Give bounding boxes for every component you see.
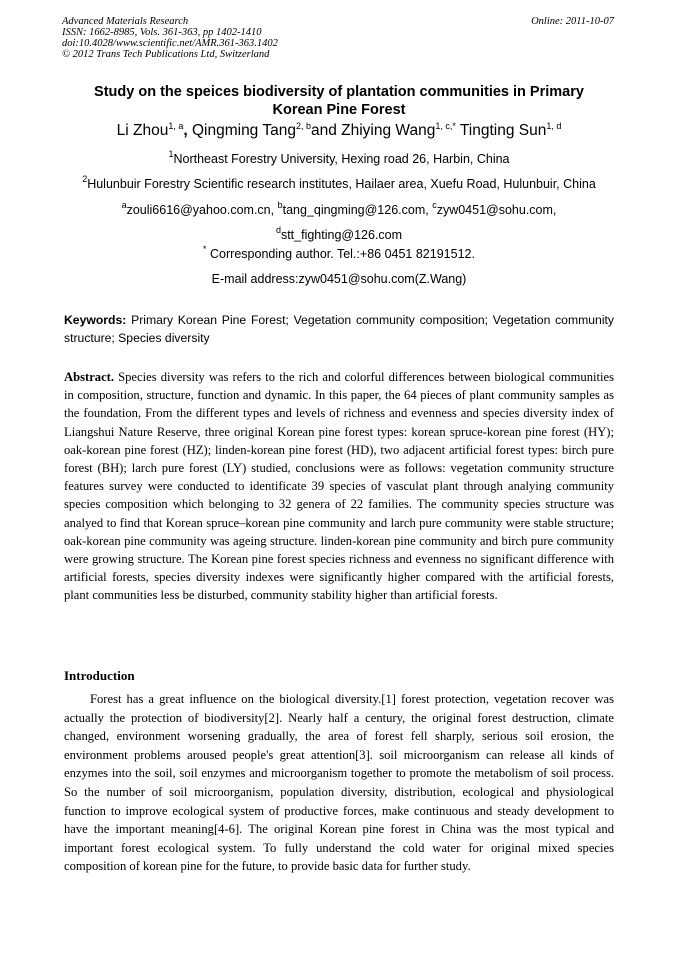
- keywords-label: Keywords:: [64, 313, 127, 327]
- affiliation-2: $^2$Hulunbuir Forestry Scientific research institutes, Hailaer area, Xuefu Road, Hulunbuir, China: [82, 174, 596, 191]
- journal-name: Advanced Materials Research: [62, 16, 189, 27]
- email-c[interactable]: zyw0451@sohu.com,: [436, 203, 557, 217]
- abstract-text: Species diversity was refers to the rich and colorful differences between biological communities in composition, structure, function and dynamic. In this paper, the 64 pieces of plant community samples as the foundation, From the different types and levels of richness and evenness and species diversity index of Liangshui Nature Reserve, three original Korean pine forest types: korean spruce-korean pine forest (HY); oak-korean pine forest (HZ); linden-korean pine forest (HD), two adjacent artificial forest types: birch pure forest (BH); larch pure forest (LY) studied, conclusions were as follows: vegetation community structure features survey were conducted to identificate 39 species of vasculat plant through analying community species composition which belonging to 32 genera of 22 families. The community species structure was analyed to find that Korean spruce–korean pine community and larch pure community were stable structure; oak-korean pine community was ageing structure. linden-korean pine community and birch pure community were growing structure. The Korean pine forest species richness and evenness no significant difference with artificial forests, species diversity indexes were significantly higher compared with the artificial forests, plant communities less be disturbed, community stability higher than artificial forests.: [64, 370, 614, 603]
- author-sup: 1, d: [546, 121, 562, 131]
- author-name: Qingming Tang: [191, 122, 296, 139]
- author-sup: 1, a: [168, 121, 184, 131]
- paper-title-line1: Study on the speices biodiversity of plantation communities in Primary: [94, 84, 584, 100]
- author-sup: 1, c,*: [435, 121, 456, 131]
- author-list: Li Zhou$^{1, a}$, Qingming Tang$^{2, b}$and Zhiying Wang$^{1, c,*}$ Tingting Sun$^{1, d}$: [116, 121, 562, 139]
- affiliation-1: $^1$Northeast Forestry University, Hexing road 26, Harbin, China: [168, 149, 510, 166]
- email-d[interactable]: stt_fighting@126.com: [280, 228, 403, 242]
- doi-line: doi:10.4028/www.scientific.net/AMR.361-363.1402: [62, 38, 278, 49]
- author-name: Li Zhou: [116, 122, 169, 139]
- corresponding-author: * Corresponding author. Tel.:+86 0451 82191512.: [203, 244, 475, 261]
- abstract-block: [64, 368, 614, 605]
- author-sup: 2, b: [295, 121, 311, 131]
- keywords-text: Primary Korean Pine Forest; Vegetation community composition; Vegetation community structure; Species diversity: [64, 313, 615, 345]
- author-name: Tingting Sun: [459, 122, 547, 139]
- abstract-label: Abstract.: [64, 370, 115, 384]
- keywords-block: [64, 312, 614, 347]
- online-date: Online: 2011-10-07: [531, 16, 614, 27]
- section-heading-introduction: Introduction: [64, 668, 135, 683]
- paper-title-line2: Korean Pine Forest: [272, 102, 406, 118]
- email-b[interactable]: tang_qingming@126.com,: [282, 203, 429, 217]
- introduction-paragraph: Forest has a great influence on the biological diversity.[1] forest protection, vegetation recover was actually the protection of biodiversity[2]. Nearly half a century, the original forest destruction, climate changed, environment worsening gradually, the area of forest fell sharply, serious soil erosion, the environment problems aroused people's great attention[3]. soil microorganism can release all kinds of enzymes into the soil, soil enzymes and microorganism together to promote the metabolism of soil process. So the number of soil microorganism, population diversity, distribution, ecological and physiological function to improve ecological system of productive forces, make continuous and steady development to have the important meaning[4-6]. The original Korean pine forest in China was the most typical and important forest ecological system. To fully understand the cold water for original mixed species composition of korean pine for the future, to provide basic data for further study.: [64, 692, 614, 874]
- author-name: and Zhiying Wang: [310, 122, 436, 139]
- email-line-1: $^a$zouli6616@yahoo.com.cn, $^b$tang_qingming@126.com, $^c$zyw0451@sohu.com,: [121, 200, 557, 217]
- email-line-2: $^d$stt_fighting@126.com: [275, 225, 403, 242]
- issn-line: ISSN: 1662-8985, Vols. 361-363, pp 1402-1410: [62, 27, 262, 38]
- corresponding-email: E-mail address:zyw0451@sohu.com(Z.Wang): [211, 272, 467, 286]
- email-a[interactable]: zouli6616@yahoo.com.cn,: [126, 203, 275, 217]
- copyright-line: © 2012 Trans Tech Publications Ltd, Switzerland: [62, 49, 270, 60]
